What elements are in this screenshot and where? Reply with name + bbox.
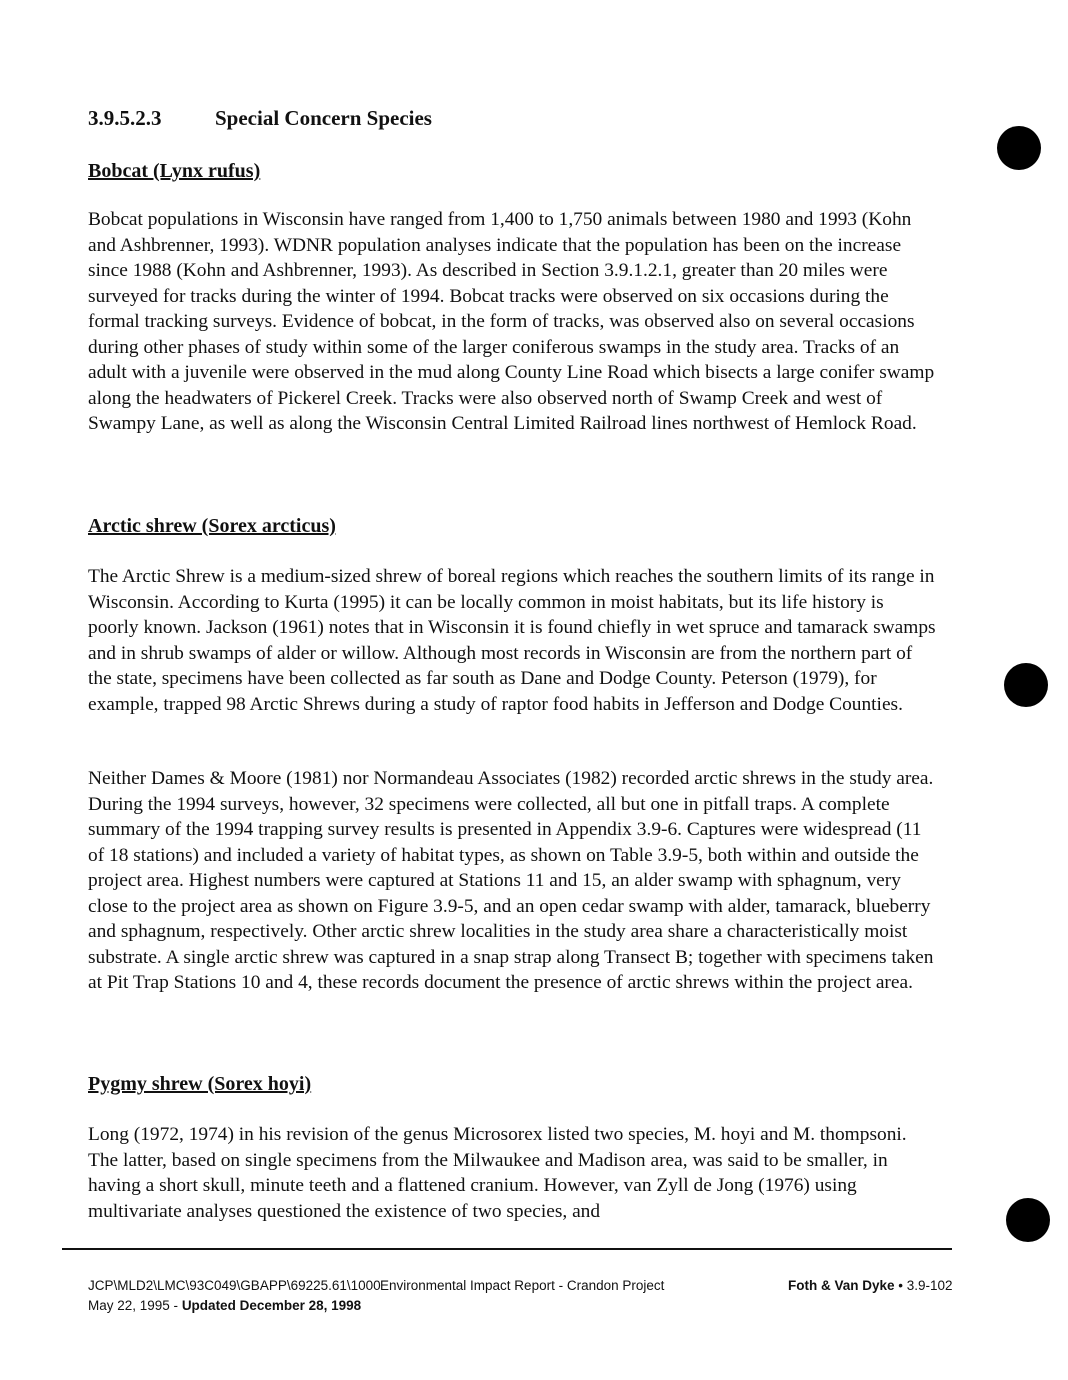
pygmy-shrew-paragraph: Long (1972, 1974) in his revision of the genus Microsorex listed two species, M. hoyi and M. thompsoni. The latter, based on single specimens from the Milwaukee and Madison area, was said to be smaller, in having a short skull, minute teeth and a flattened cranium. However, van Zyll de Jong (1976) using multivariate analyses questioned the existence of two species, and <box>88 1124 907 1222</box>
arctic-shrew-paragraph-1: The Arctic Shrew is a medium-sized shrew of boreal regions which reaches the southern limits of its range in Wisconsin. According to Kurta (1995) it can be locally common in moist habitats, but its life history is poorly known. Jackson (1961) notes that in Wisconsin it is found chiefly in wet spruce and tamarack swamps and in shrub swamps of alder or willow. Although most records in Wisconsin are from the northern part of the state, specimens have been collected as far south as Dane and Dodge County. Peterson (1979), for example, trapped 98 Arctic Shrews during a study of raptor food habits in Jefferson and Dodge Counties. <box>88 566 936 715</box>
bobcat-paragraph: Bobcat populations in Wisconsin have ranged from 1,400 to 1,750 animals between 1980 and 1993 (Kohn and Ashbrenner, 1993). WDNR population analyses indicate that the population has been on the increase since 1988 (Kohn and Ashbrenner, 1993). As described in Section 3.9.1.2.1, greater than 20 miles were surveyed for tracks during the winter of 1994. Bobcat tracks were observed on six occasions during the formal tracking surveys. Evidence of bobcat, in the form of tracks, was observed also on several occasions during other phases of study within some of the larger coniferous swamps in the study area. Tracks of an adult with a juvenile were observed in the mud along County Line Road which bisects a large conifer swamp along the headwaters of Pickerel Creek. Tracks were also observed north of Swamp Creek and west of Swampy Lane, as well as along the Wisconsin Central Limited Railroad lines northwest of Hemlock Road. <box>88 209 935 434</box>
footer-updated: Updated December 28, 1998 <box>181 1298 362 1313</box>
section-number: 3.9.5.2.3 <box>88 106 162 130</box>
footer-page-number: 3.9-102 <box>906 1278 953 1293</box>
bobcat-heading: Bobcat (Lynx rufus) <box>88 160 261 182</box>
section-title: Special Concern Species <box>215 106 432 130</box>
pygmy-shrew-heading: Pygmy shrew (Sorex hoyi) <box>88 1073 312 1095</box>
footer-separator: • <box>894 1278 907 1293</box>
footer-company: Foth & Van Dyke <box>788 1278 895 1293</box>
binder-hole-icon <box>1006 1198 1050 1242</box>
arctic-shrew-heading: Arctic shrew (Sorex arcticus) <box>88 515 336 537</box>
footer-file-path: JCP\MLD2\LMC\93C049\GBAPP\69225.61\1000 <box>88 1278 381 1293</box>
binder-hole-icon <box>1004 663 1048 707</box>
footer-dates <box>88 1298 361 1313</box>
binder-hole-icon <box>997 126 1041 170</box>
footer-date: May 22, 1995 - <box>88 1298 182 1313</box>
footer-page-info <box>788 1278 953 1293</box>
footer-divider <box>62 1248 952 1250</box>
arctic-shrew-paragraph-2: Neither Dames & Moore (1981) nor Normandeau Associates (1982) recorded arctic shrews in the study area. During the 1994 surveys, however, 32 specimens were collected, all but one in pitfall traps. A complete summary of the 1994 trapping survey results is presented in Appendix 3.9-6. Captures were widespread (11 of 18 stations) and included a variety of habitat types, as shown on Table 3.9-5, both within and outside the project area. Highest numbers were captured at Stations 11 and 15, an alder swamp with sphagnum, very close to the project area as shown on Figure 3.9-5, and an open cedar swamp with alder, tamarack, blueberry and sphagnum, respectively. Other arctic shrew localities in the study area share a characteristically moist substrate. A single arctic shrew was captured in a snap strap along Transect B; together with specimens taken at Pit Trap Stations 10 and 4, these records document the presence of arctic shrews within the project area. <box>88 768 934 993</box>
section-heading <box>88 106 432 131</box>
footer-report-title: Environmental Impact Report - Crandon Project <box>380 1278 665 1293</box>
